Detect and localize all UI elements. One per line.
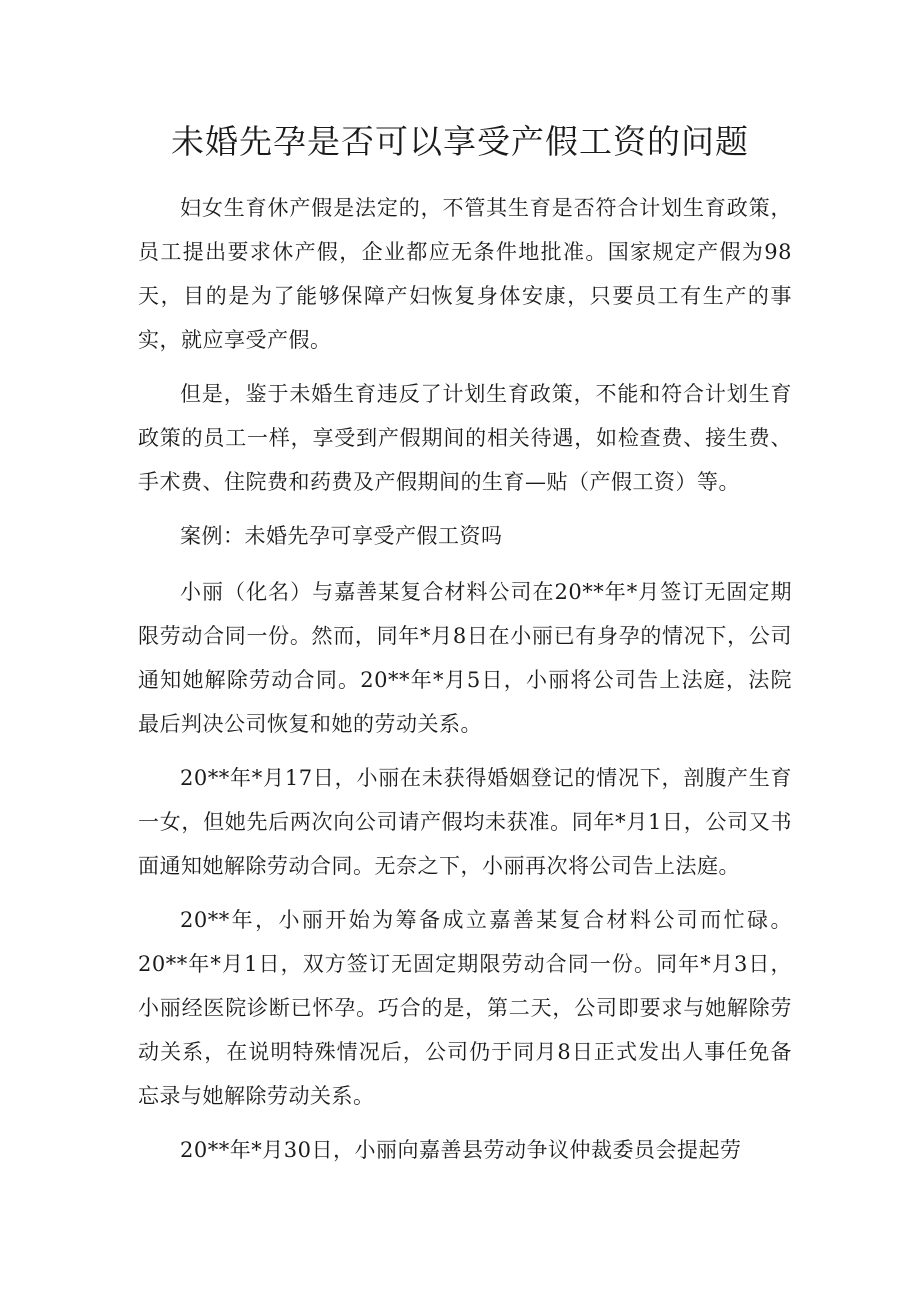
document-body (138, 186, 792, 1182)
document-title: 未婚先孕是否可以享受产假工资的问题 (171, 122, 749, 161)
paragraph-case-contract: 小丽（化名）与嘉善某复合材料公司在20**年*月签订无固定期限劳动合同一份。然而，同年*月8日在小丽已有身孕的情况下，公司通知她解除劳动合同。20**年*月5日，小丽将公司告上法庭，法院最后判决公司恢复和她的劳动关系。 (138, 580, 792, 736)
paragraph-case-birth: 20**年*月17日，小丽在未获得婚姻登记的情况下，剖腹产生育一女，但她先后两次向公司请产假均未获准。同年*月1日，公司又书面通知她解除劳动合同。无奈之下，小丽再次将公司告上法庭。 (138, 766, 792, 878)
paragraph-unmarried-policy: 但是，鉴于未婚生育违反了计划生育政策，不能和符合计划生育政策的员工一样，享受到产假期间的相关待遇，如检查费、接生费、手术费、住院费和药费及产假期间的生育—贴（产假工资）等。 (138, 382, 792, 494)
paragraph-case-arbitration: 20**年*月30日，小丽向嘉善县劳动争议仲裁委员会提起劳 (180, 1138, 742, 1162)
paragraph-case-heading: 案例：未婚先孕可享受产假工资吗 (180, 524, 503, 548)
paragraph-maternity-leave-law: 妇女生育休产假是法定的，不管其生育是否符合计划生育政策，员工提出要求休产假，企业都应无条件地批准。国家规定产假为98天，目的是为了能够保障产妇恢复身体安康，只要员工有生产的事实，就应享受产假。 (138, 196, 792, 352)
paragraph-case-background: 20**年，小丽开始为筹备成立嘉善某复合材料公司而忙碌。20**年*月1日，双方签订无固定期限劳动合同一份。同年*月3日，小丽经医院诊断已怀孕。巧合的是，第二天，公司即要求与她解除劳动关系，在说明特殊情况后，公司仍于同月8日正式发出人事任免备忘录与她解除劳动关系。 (138, 908, 792, 1108)
